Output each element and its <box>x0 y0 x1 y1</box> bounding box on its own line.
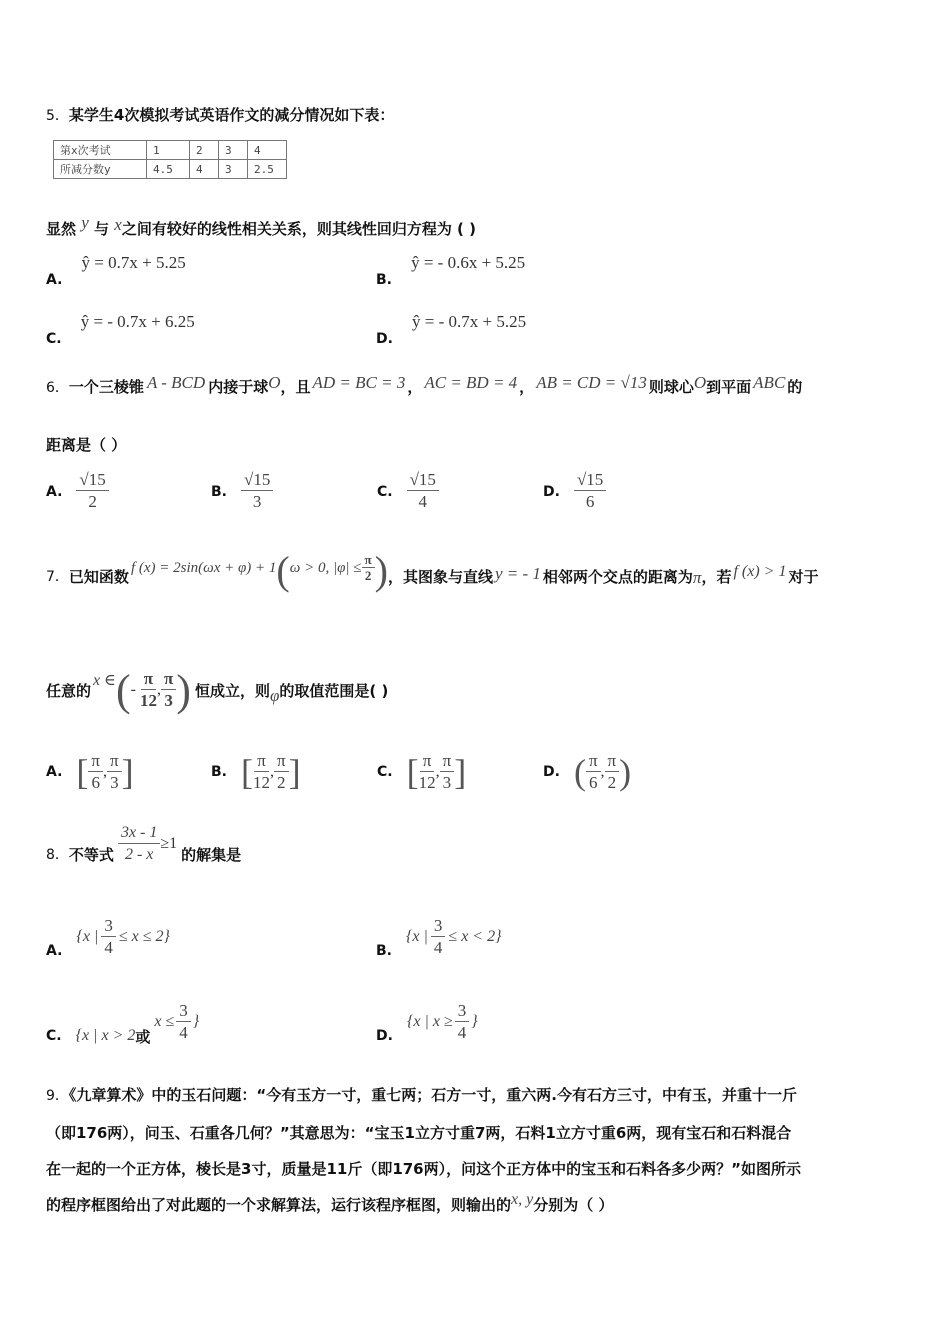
q6-option-d[interactable]: D. $\frac{√15}{6}$ <box>543 470 606 513</box>
fraction: $\frac{\pi}{2}$ <box>362 552 375 584</box>
fraction: $\frac{\pi}{12}$ <box>418 750 436 792</box>
table-cell: 3 <box>219 160 248 179</box>
q5-option-d[interactable]: D. ŷ = - 0.7x + 5.25 <box>376 312 527 347</box>
q7-line2: 任意的 x ∈ ( - $\frac{\pi}{12}$ , $\frac{\pi}{3}$ ) 恒成立，则 φ 的取值范围是( ) <box>46 665 389 715</box>
fraction: $\frac{3}{4}$ <box>455 1001 470 1044</box>
table-row <box>54 141 287 160</box>
q8-option-c[interactable]: C. {x | x > 2 或 x ≤ $\frac{3}{4}$ } <box>46 1000 200 1046</box>
q7-option-d[interactable]: D. ( $\frac{\pi}{6}$ , $\frac{\pi}{2}$ ) <box>543 750 632 792</box>
fraction: $\frac{\pi}{2}$ <box>274 751 289 794</box>
fraction: $\frac{3}{4}$ <box>431 916 446 959</box>
q7-option-a[interactable]: A. [ $\frac{\pi}{6}$ , $\frac{\pi}{3}$ ] <box>46 750 134 792</box>
q9-line2: （即176两），问玉、石重各几何？”其意思为：“宝玉1立方寸重7两，石料1立方寸重6两，现有宝石和石料混合 <box>46 1124 792 1142</box>
table-cell: 所减分数y <box>54 160 147 179</box>
q6-option-b[interactable]: B. $\frac{√15}{3}$ <box>211 470 273 513</box>
table-cell: 3 <box>219 141 248 160</box>
fraction: $\frac{3x - 1}{2 - x}$ <box>118 823 160 866</box>
q5-stem: 5．某学生4次模拟考试英语作文的减分情况如下表： <box>46 106 395 124</box>
q6-option-a[interactable]: A. $\frac{√15}{2}$ <box>46 470 109 513</box>
fraction: $\frac{\pi}{3}$ <box>107 751 122 794</box>
q6-stem: 6． 一个三棱锥 A - BCD 内接于球 O ，且 AD = BC = 3 ， AC = BD = 4 ， AB = CD = √13 则球心 O 到平面 ABC 的 <box>46 372 803 396</box>
q5-question: 显然 y 与 x之间有较好的线性相关关系，则其线性回归方程为 ( ) <box>46 213 476 238</box>
fraction: $\frac{\pi}{3}$ <box>161 669 176 712</box>
fraction: $\frac{3}{4}$ <box>101 916 116 959</box>
fraction: $\frac{\pi}{12}$ <box>139 668 157 710</box>
q8-stem: 8． 不等式 $\frac{3x - 1}{2 - x}$ ≥1 的解集是 <box>46 823 242 864</box>
q6-line2: 距离是（ ） <box>46 436 127 454</box>
fraction: $\frac{3}{4}$ <box>176 1001 191 1044</box>
q6-option-c[interactable]: C. $\frac{√15}{4}$ <box>377 470 439 513</box>
fraction: $\frac{\pi}{2}$ <box>605 751 620 794</box>
fraction: $\frac{√15}{3}$ <box>241 470 273 513</box>
q7-option-c[interactable]: C. [ $\frac{\pi}{12}$ , $\frac{\pi}{3}$ ] <box>377 750 467 792</box>
q7-stem: 7． 已知函数 f (x) = 2sin(ωx + φ) + 1 ( ω > 0, |φ| ≤ $\frac{\pi}{2}$ ) ，其图象与直线 y = - 1 相邻两个交点的距离为 π ，若 f (x) > 1 对于 <box>46 547 819 593</box>
q8-option-b[interactable]: B. {x | $\frac{3}{4}$ ≤ x < 2} <box>376 915 502 959</box>
q5-option-a[interactable]: A. ŷ = 0.7x + 5.25 <box>46 253 186 288</box>
q9-line4: 的程序框图给出了对此题的一个求解算法，运行该程序框图，则输出的x, y分别为（ ） <box>46 1191 614 1214</box>
table-cell: 4 <box>190 160 219 179</box>
fraction: $\frac{\pi}{12}$ <box>253 750 270 792</box>
q7-option-b[interactable]: B. [ $\frac{\pi}{12}$ , $\frac{\pi}{2}$ ] <box>211 750 301 792</box>
q9-line3: 在一起的一个正方体，棱长是3寸，质量是11斤（即176两），问这个正方体中的宝玉和石料各多少两？”如图所示 <box>46 1160 801 1178</box>
q5-option-b[interactable]: B. ŷ = - 0.6x + 5.25 <box>376 253 526 288</box>
table-cell: 4.5 <box>147 160 190 179</box>
table-cell: 1 <box>147 141 190 160</box>
q9-line1: 9．《九章算术》中的玉石问题：“今有玉方一寸，重七两；石方一寸，重六两.今有石方三寸，中有玉，并重十一斤 <box>46 1086 797 1104</box>
q5-option-c[interactable]: C. ŷ = - 0.7x + 6.25 <box>46 312 195 347</box>
fraction: $\frac{\pi}{6}$ <box>586 751 601 794</box>
table-cell: 第x次考试 <box>54 141 147 160</box>
table-cell: 4 <box>248 141 287 160</box>
q5-score-table <box>53 140 287 179</box>
fraction: $\frac{√15}{6}$ <box>574 470 606 513</box>
q8-option-a[interactable]: A. {x | $\frac{3}{4}$ ≤ x ≤ 2} <box>46 915 170 959</box>
fraction: $\frac{\pi}{3}$ <box>440 751 455 794</box>
fraction: $\frac{\pi}{6}$ <box>88 751 103 794</box>
table-cell: 2.5 <box>248 160 287 179</box>
q8-option-d[interactable]: D. {x | x ≥ $\frac{3}{4}$ } <box>376 1000 478 1044</box>
table-row <box>54 160 287 179</box>
table-cell: 2 <box>190 141 219 160</box>
fraction: $\frac{√15}{4}$ <box>407 470 439 513</box>
fraction: $\frac{√15}{2}$ <box>76 470 108 513</box>
